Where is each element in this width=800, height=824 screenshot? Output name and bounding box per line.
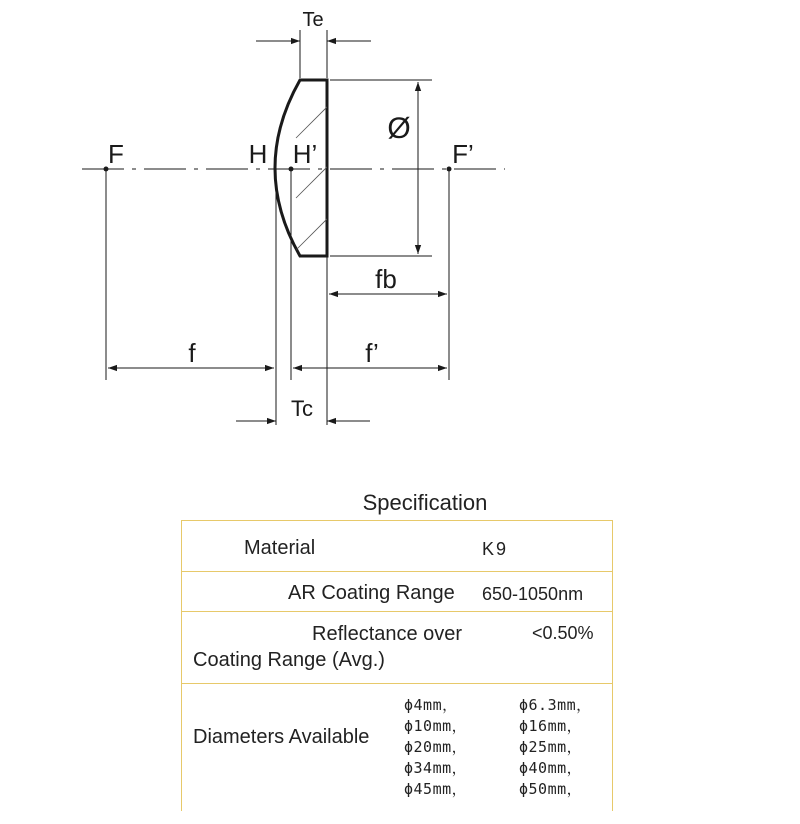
material-label: Material	[244, 537, 316, 559]
f-point-label: F	[108, 139, 124, 169]
fb-label: fb	[375, 264, 397, 294]
reflectance-label-line1: Reflectance over	[312, 623, 463, 645]
diameters-row	[182, 684, 612, 824]
material-row	[182, 521, 612, 572]
ar-coating-row	[182, 572, 612, 612]
diameter-item: ϕ50mm，	[519, 780, 583, 798]
lens-hatch	[296, 104, 330, 250]
diameter-item: ϕ16mm，	[519, 717, 583, 735]
spec-table	[181, 520, 613, 811]
diameter-item: ϕ10mm，	[404, 717, 468, 735]
diameter-item: ϕ20mm，	[404, 738, 468, 756]
reflectance-row	[182, 612, 612, 684]
diameter-item: ϕ6.3mm，	[519, 696, 592, 714]
diameter-item: ϕ34mm，	[404, 759, 468, 777]
f-prime-point-label: F’	[452, 139, 474, 169]
h-point-label: H	[248, 139, 268, 169]
f-prime-point-dot	[447, 167, 452, 172]
te-label: Te	[302, 9, 324, 31]
tc-label: Tc	[291, 396, 313, 421]
phi-label: Ø	[387, 112, 411, 145]
reflectance-value: <0.50%	[532, 623, 594, 643]
material-value: K9	[482, 539, 509, 559]
diameter-item: ϕ25mm，	[519, 738, 583, 756]
spec-title: Specification	[362, 490, 488, 515]
ar-coating-label: AR Coating Range	[288, 582, 455, 604]
diameter-item: ϕ4mm，	[404, 696, 458, 714]
ar-coating-value: 650-1050nm	[482, 584, 584, 604]
reflectance-label-line2: Coating Range (Avg.)	[193, 649, 385, 671]
f-label: f	[188, 338, 196, 368]
diameters-label: Diameters Available	[193, 726, 370, 748]
diameter-item: ϕ40mm，	[519, 759, 583, 777]
h-prime-point-label: H’	[292, 139, 318, 169]
f-prime-label: f’	[365, 338, 379, 368]
diameter-item: ϕ45mm，	[404, 780, 468, 798]
